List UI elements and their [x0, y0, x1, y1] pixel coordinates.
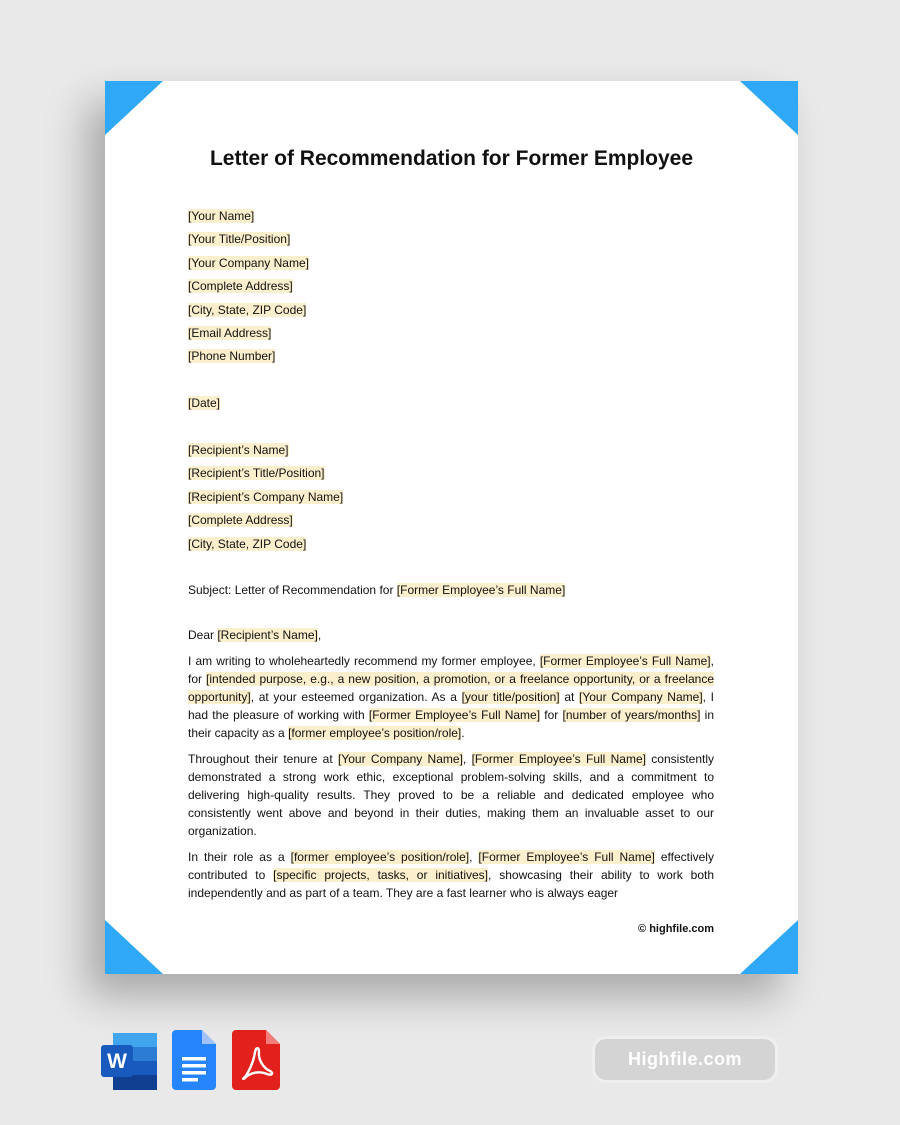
paragraph-text: for — [540, 708, 563, 722]
subject-line — [188, 581, 565, 599]
placeholder-text: [Former Employee’s Full Name] — [471, 752, 646, 766]
sender-title: [Your Title/Position] — [188, 232, 291, 247]
paragraph-text: in their capacity as a — [188, 708, 714, 740]
document-page — [105, 81, 798, 974]
salutation — [188, 626, 321, 644]
paragraph-text: , for — [188, 654, 714, 686]
placeholder-text: [former employee’s position/role] — [288, 726, 462, 740]
recipient-block — [188, 440, 343, 557]
subject-placeholder: [Former Employee’s Full Name] — [396, 583, 566, 597]
salutation-placeholder: [Recipient’s Name] — [217, 628, 318, 642]
paragraph-text: Throughout their tenure at — [188, 752, 338, 766]
copyright-notice: © highfile.com — [638, 923, 714, 935]
sender-company: [Your Company Name] — [188, 255, 309, 270]
google-docs-icon[interactable] — [172, 1030, 216, 1095]
recipient-title: [Recipient’s Title/Position] — [188, 466, 325, 481]
paragraph-text: , I had the pleasure of working with — [188, 690, 715, 722]
corner-decoration-bottom-left — [105, 920, 163, 974]
placeholder-text: [your title/position] — [461, 690, 560, 704]
placeholder-text: [Your Company Name] — [338, 752, 463, 766]
brand-badge[interactable]: Highfile.com — [592, 1036, 778, 1083]
sender-address: [Complete Address] — [188, 279, 293, 294]
word-icon[interactable] — [101, 1033, 157, 1095]
recipient-city: [City, State, ZIP Code] — [188, 536, 307, 551]
placeholder-text: [specific projects, tasks, or initiatives] — [273, 868, 489, 882]
paragraph-text: , — [469, 850, 479, 864]
word-icon-letter: W — [107, 1050, 127, 1073]
placeholder-text: [intended purpose, e.g., a new position, a promotion, or a freelance opportunity, or a freelance opportunity] — [188, 672, 714, 704]
paragraph-text: . — [461, 726, 465, 740]
recipient-name: [Recipient’s Name] — [188, 443, 289, 457]
body-paragraph-2 — [188, 750, 714, 840]
paragraph-text: , showcasing their ability to work both independently and as part of a team. They are a fast learner who is always eager — [188, 868, 714, 900]
placeholder-text: [Former Employee’s Full Name] — [368, 708, 541, 722]
recipient-company: [Recipient’s Company Name] — [188, 489, 344, 504]
paragraph-text: In their role as a — [188, 850, 291, 864]
corner-decoration-top-left — [105, 81, 163, 135]
salutation-prefix: Dear — [188, 628, 218, 642]
salutation-suffix: , — [317, 628, 322, 642]
sender-block — [188, 206, 309, 370]
paragraph-text: effectively contributed to — [188, 850, 714, 882]
paragraph-text: I am writing to wholeheartedly recommend my former employee, — [188, 654, 540, 668]
subject-prefix: Subject: Letter of Recommendation for — [188, 583, 397, 597]
sender-phone: [Phone Number] — [188, 349, 276, 364]
document-title: Letter of Recommendation for Former Employee — [209, 147, 694, 170]
placeholder-text: [former employee’s position/role] — [290, 850, 470, 864]
sender-city: [City, State, ZIP Code] — [188, 302, 307, 317]
date-block — [188, 393, 220, 416]
recipient-address: [Complete Address] — [188, 513, 293, 528]
corner-decoration-bottom-right — [740, 920, 798, 974]
corner-decoration-top-right — [740, 81, 798, 135]
paragraph-text: at — [559, 690, 580, 704]
placeholder-text: [number of years/months] — [562, 708, 701, 722]
body-paragraph-3 — [188, 848, 714, 902]
pdf-icon[interactable] — [232, 1030, 280, 1095]
paragraph-text: , at your esteemed organization. As a — [250, 690, 462, 704]
paragraph-text: , — [462, 752, 472, 766]
sender-name: [Your Name] — [188, 209, 255, 223]
sender-email: [Email Address] — [188, 325, 272, 340]
placeholder-text: [Former Employee’s Full Name] — [478, 850, 655, 864]
placeholder-text: [Former Employee’s Full Name] — [539, 654, 711, 668]
placeholder-text: [Your Company Name] — [579, 690, 703, 704]
letter-date: [Date] — [188, 396, 221, 410]
body-paragraph-1 — [188, 652, 714, 742]
paragraph-text: consistently demonstrated a strong work ethic, exceptional problem-solving skills, and a commitment to delivering high-quality results. They proved to be a reliable and dedicated employee who consistently went above and beyond in their duties, making them an invaluable asset to our organization. — [188, 752, 715, 838]
